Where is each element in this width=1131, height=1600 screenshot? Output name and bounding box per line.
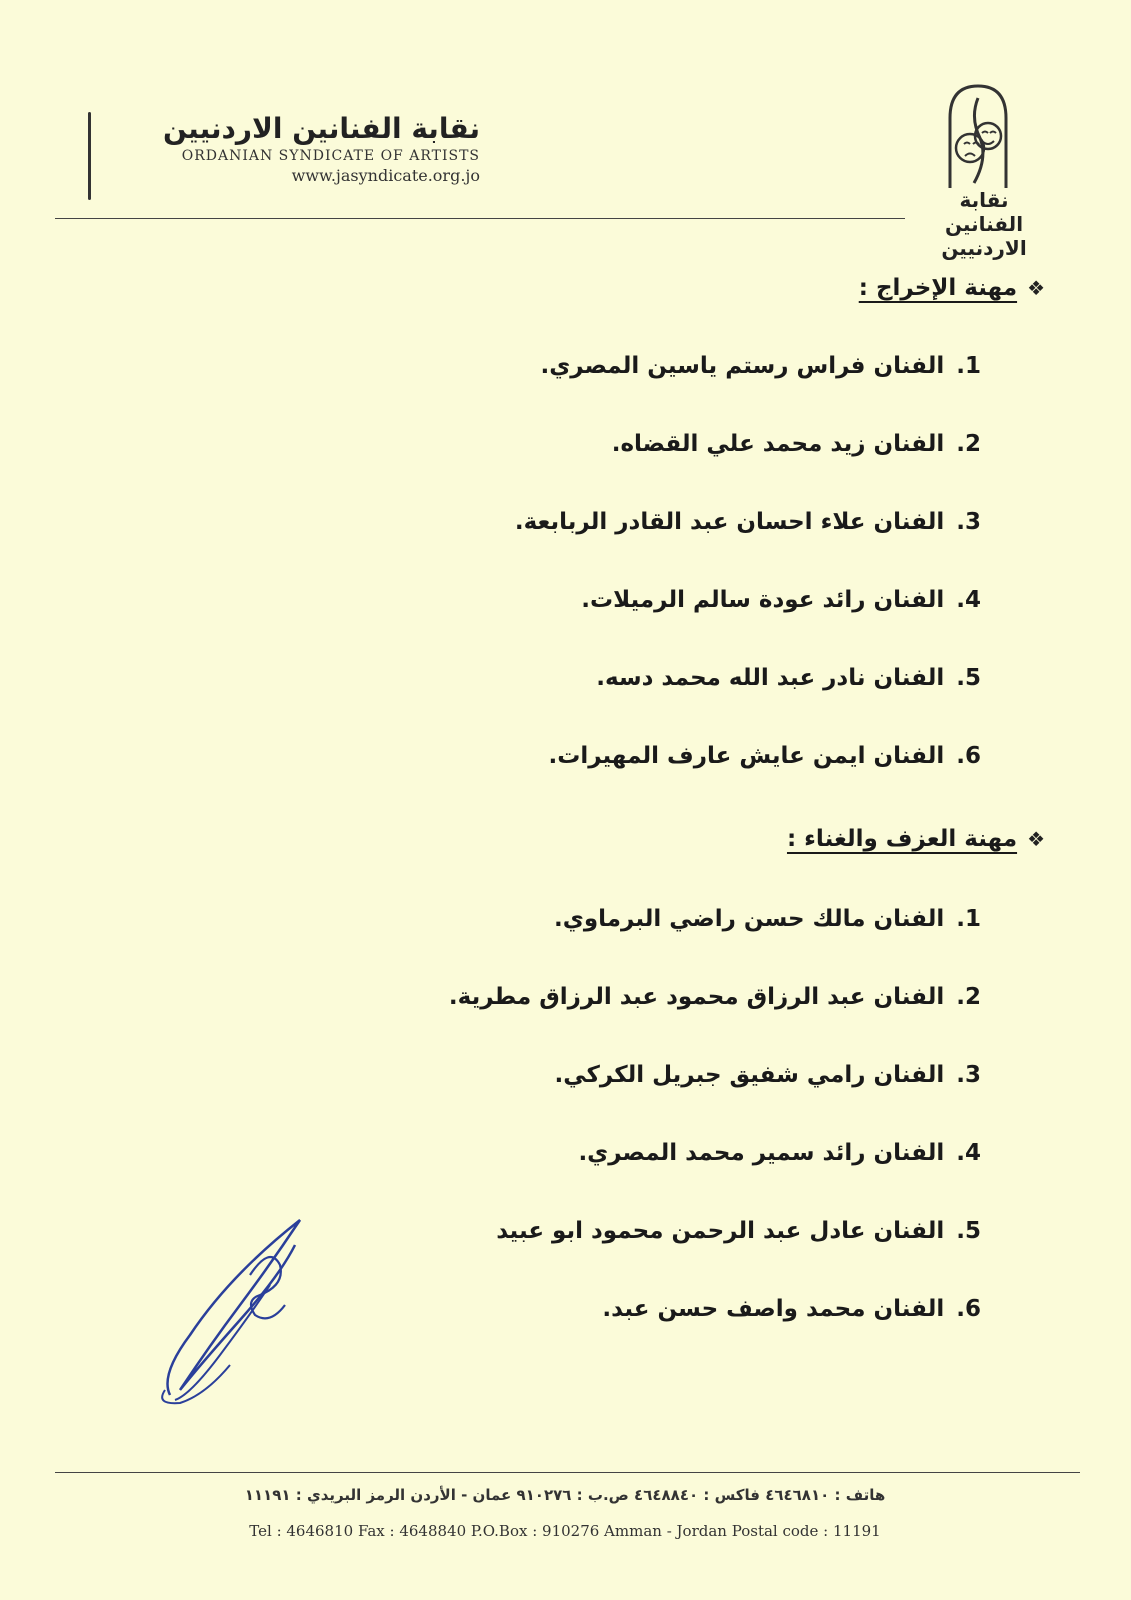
list-item: 6.الفنان ايمن عايش عارف المهيرات.	[548, 743, 981, 769]
diamond-bullet-icon: ❖	[1027, 276, 1045, 300]
list-item: 4.الفنان رائد عودة سالم الرميلات.	[581, 587, 981, 613]
logo-caption	[918, 188, 1050, 260]
footer-contact-english: Tel : 4646810 Fax : 4648840 P.O.Box : 910276 Amman - Jordan Postal code : 11191	[249, 1522, 881, 1540]
list-item: 1.الفنان فراس رستم ياسين المصري.	[540, 353, 981, 379]
diamond-bullet-icon: ❖	[1027, 827, 1045, 851]
section-title-music-singing: ❖ مهنة العزف والغناء :	[786, 826, 1045, 852]
list-item: 1.الفنان مالك حسن راضي البرماوي.	[554, 906, 981, 932]
website: www.jasyndicate.org.jo	[291, 166, 480, 185]
org-name-arabic: نقابة الفنانين الاردنيين	[162, 112, 480, 145]
list-item: 3.الفنان علاء احسان عبد القادر الربابعة.	[514, 509, 981, 535]
list-item: 5.الفنان نادر عبد الله محمد دسه.	[596, 665, 981, 691]
header-divider	[55, 218, 905, 219]
footer-contact-arabic: هاتف : ٤٦٤٦٨١٠ فاكس : ٤٦٤٨٨٤٠ ص.ب : ٩١٠٢٧٦ عمان - الأردن الرمز البريدي : ١١١٩١	[244, 1486, 886, 1504]
header-bar	[88, 112, 91, 200]
list-item: 3.الفنان رامي شفيق جبريل الكركي.	[554, 1062, 981, 1088]
org-name-english: ORDANIAN SYNDICATE OF ARTISTS	[181, 148, 480, 164]
list-item: 5.الفنان عادل عبد الرحمن محمود ابو عبيد	[496, 1218, 981, 1244]
logo-caption-line1: نقابة الفنانين	[944, 188, 1024, 236]
section-title-directing: ❖ مهنة الإخراج :	[858, 275, 1045, 301]
list-item: 2.الفنان زيد محمد علي القضاه.	[611, 431, 981, 457]
logo-caption-line2: الاردنيين	[941, 236, 1027, 260]
list-item: 4.الفنان رائد سمير محمد المصري.	[578, 1140, 981, 1166]
list-item: 6.الفنان محمد واصف حسن عبد.	[602, 1296, 981, 1322]
signature-icon	[150, 1205, 330, 1415]
letterhead	[100, 112, 480, 186]
list-item: 2.الفنان عبد الرزاق محمود عبد الرزاق مطرية.	[448, 984, 981, 1010]
footer-divider	[55, 1472, 1080, 1473]
